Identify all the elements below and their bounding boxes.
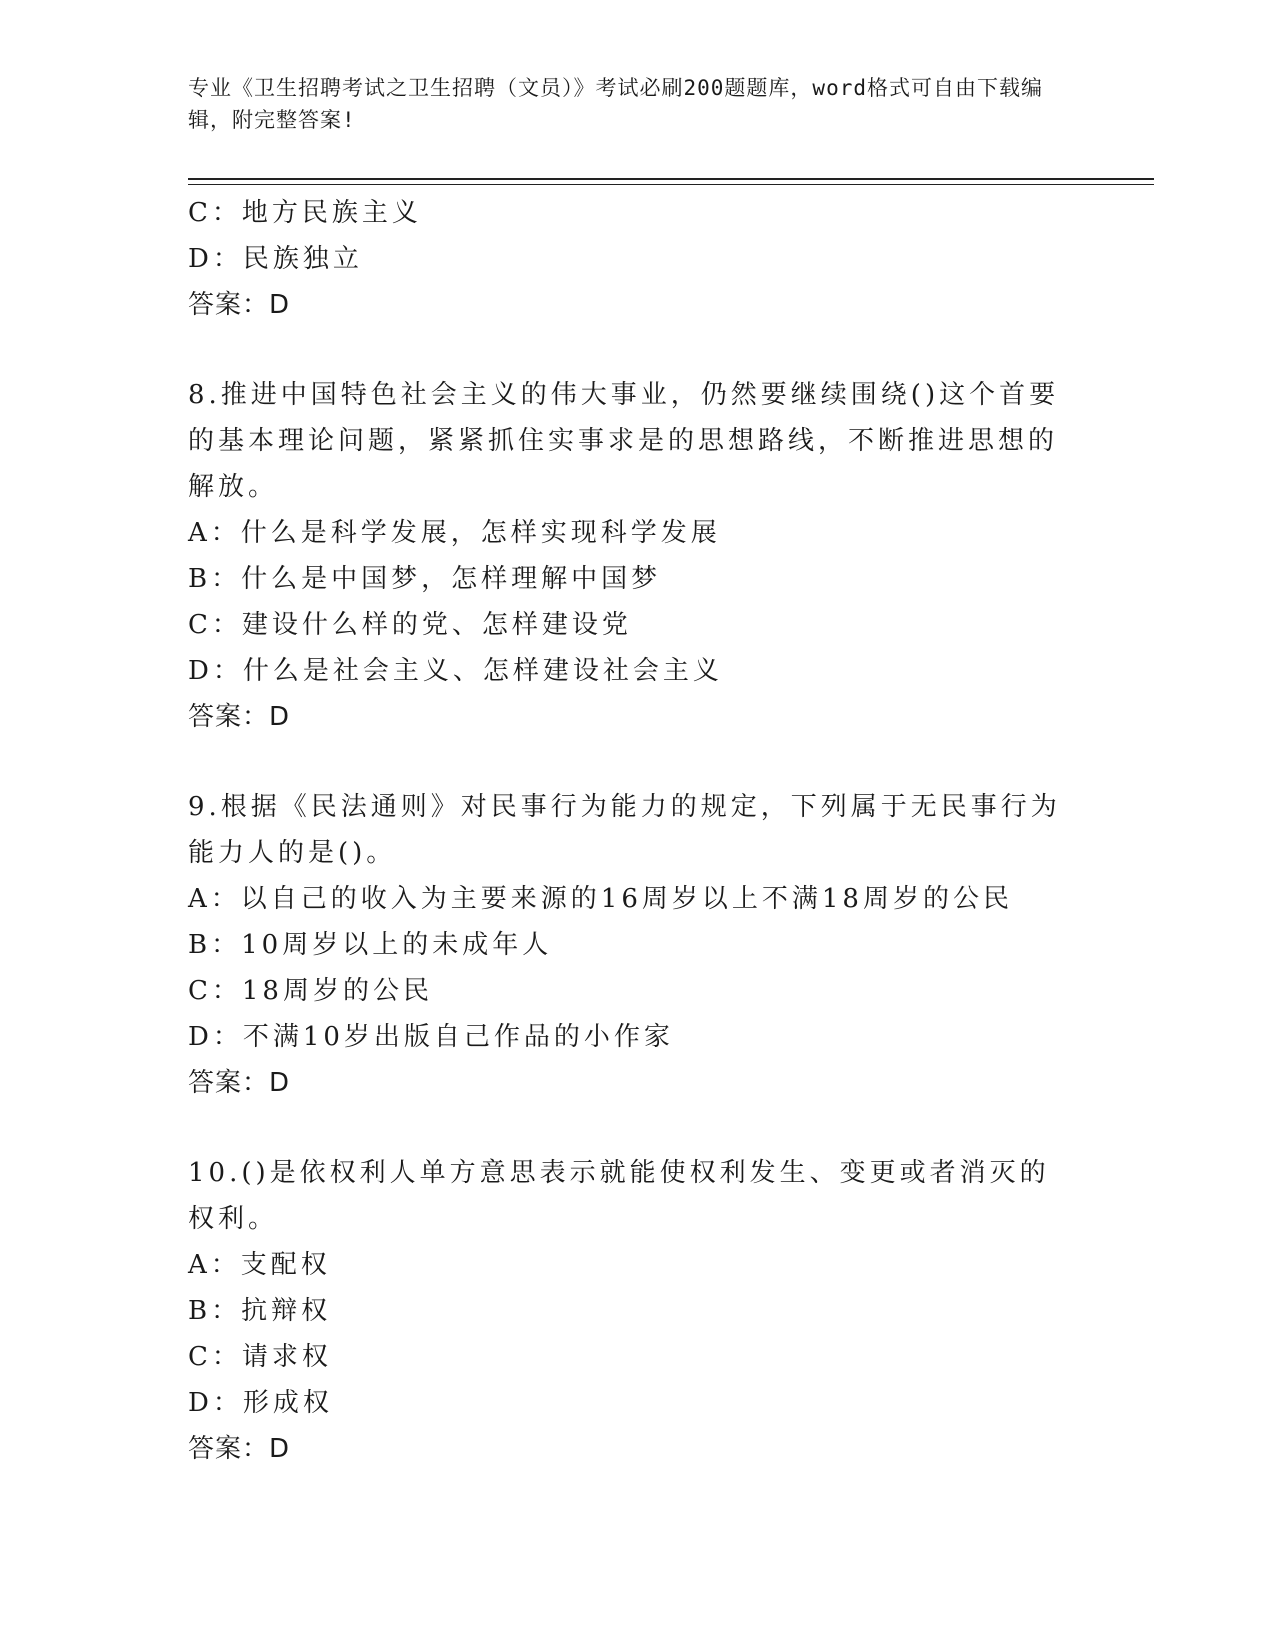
q9-option-d: D：不满10岁出版自己作品的小作家 [188, 1022, 674, 1052]
question-8 [188, 372, 1068, 740]
question-7-tail [188, 190, 1068, 328]
q10-option-d: D：形成权 [188, 1388, 333, 1418]
spacer [188, 328, 1068, 372]
q9-option-a: A：以自己的收入为主要来源的16周岁以上不满18周岁的公民 [188, 884, 1013, 914]
q9-text: 9.根据《民法通则》对民事行为能力的规定，下列属于无民事行为能力人的是()。 [188, 792, 1061, 868]
q9-option-c: C：18周岁的公民 [188, 976, 433, 1006]
q8-answer: 答案：D [188, 702, 291, 732]
question-9 [188, 784, 1068, 1106]
question-10 [188, 1150, 1068, 1472]
q10-option-c: C：请求权 [188, 1342, 332, 1372]
q8-option-b: B：什么是中国梦，怎样理解中国梦 [188, 564, 662, 594]
header-divider-thin [188, 184, 1154, 185]
document-header-intro: 专业《卫生招聘考试之卫生招聘（文员）》考试必刷200题题库，word格式可自由下载编辑，附完整答案! [188, 76, 1043, 132]
q10-text: 10.()是依权利人单方意思表示就能使权利发生、变更或者消灭的权利。 [188, 1158, 1050, 1234]
q7-option-c: C：地方民族主义 [188, 198, 422, 228]
q8-option-c: C：建设什么样的党、怎样建设党 [188, 610, 632, 640]
q7-option-d: D：民族独立 [188, 244, 363, 274]
q8-option-d: D：什么是社会主义、怎样建设社会主义 [188, 656, 723, 686]
q10-answer: 答案：D [188, 1434, 291, 1464]
question-list [188, 190, 1068, 1472]
q8-option-a: A：什么是科学发展，怎样实现科学发展 [188, 518, 721, 548]
q10-option-a: A：支配权 [188, 1250, 331, 1280]
q10-option-b: B：抗辩权 [188, 1296, 332, 1326]
q7-answer: 答案：D [188, 290, 291, 320]
header-divider-thick [188, 178, 1154, 180]
q9-answer: 答案：D [188, 1068, 291, 1098]
q9-option-b: B：10周岁以上的未成年人 [188, 930, 553, 960]
spacer [188, 740, 1068, 784]
spacer [188, 1106, 1068, 1150]
q8-text: 8.推进中国特色社会主义的伟大事业，仍然要继续围绕()这个首要的基本理论问题，紧紧抓住实事求是的思想路线，不断推进思想的解放。 [188, 380, 1060, 502]
